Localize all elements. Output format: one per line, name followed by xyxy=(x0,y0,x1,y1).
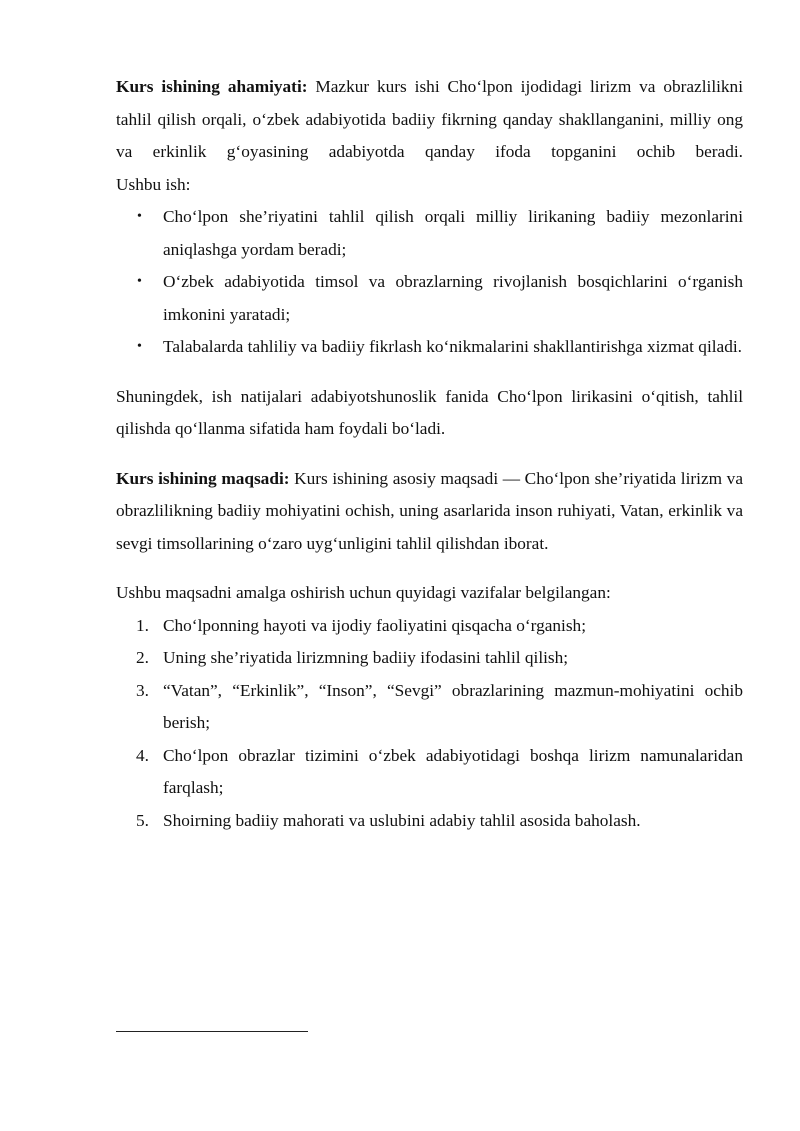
list-item xyxy=(116,266,743,331)
list-item-text: Uning she’riyatida lirizmning badiiy ifodasini tahlil qilish; xyxy=(163,648,569,667)
intro-paragraph xyxy=(116,71,743,169)
list-item-text: Cho‘lpon she’riyatini tahlil qilish orqali milliy lirikaning badiiy mezonlarini aniqlashga yordam beradi; xyxy=(163,207,743,259)
document-page xyxy=(116,71,743,837)
list-item xyxy=(116,201,743,266)
list-item xyxy=(116,805,743,838)
list-item-text: “Vatan”, “Erkinlik”, “Inson”, “Sevgi” obrazlarining mazmun-mohiyatini ochib berish; xyxy=(163,680,743,732)
bullet-icon: • xyxy=(137,339,142,354)
list-item-text: O‘zbek adabiyotida timsol va obrazlarning rivojlanish bosqichlarini o‘rganish imkonini yaratadi; xyxy=(163,272,743,324)
list-item-text: Shoirning badiiy mahorati va uslubini adabiy tahlil asosida baholash. xyxy=(163,810,641,830)
list-number: 5. xyxy=(136,810,149,830)
goal-paragraph xyxy=(116,463,743,561)
bullet-icon: • xyxy=(137,209,142,224)
list-item-text: Cho‘lponning hayoti va ijodiy faoliyatini qisqacha o‘rganish; xyxy=(163,615,587,635)
goal-text: Kurs ishining asosiy maqsadi — Cho‘lpon she’riyatida lirizm va obrazlilikning badiiy mohiyatini ochish, uning asarlarida inson ruhiyati, Vatan, erkinlik va sevgi timsollarining o‘zaro uyg‘unligini tahlil qilishdan iborat. xyxy=(116,468,743,553)
list-item xyxy=(116,610,743,643)
bullet-icon: • xyxy=(137,274,142,289)
list-item xyxy=(116,331,743,364)
goal-heading: Kurs ishining maqsadi: xyxy=(116,468,290,488)
list-number: 1. xyxy=(136,615,149,635)
benefits-list xyxy=(116,201,743,364)
list-item-text: Talabalarda tahliliy va badiiy fikrlash ko‘nikmalarini shakllantirishga xizmat qiladi. xyxy=(163,337,742,356)
intro-subline: Ushbu ish: xyxy=(116,174,191,194)
list-item xyxy=(116,675,743,740)
list-item xyxy=(116,740,743,805)
list-item xyxy=(116,642,743,675)
intro-text: Mazkur kurs ishi Cho‘lpon ijodidagi lirizm va obrazlilikni tahlil qilish orqali, o‘zbek adabiyotida badiiy fikrning qanday shakllanganini, milliy ong va erkinlik g‘oyasining adabiyotda qanday ifoda topganini ochib beradi. xyxy=(116,77,744,161)
footnote-separator xyxy=(116,1031,308,1032)
list-item-text: Cho‘lpon obrazlar tizimini o‘zbek adabiyotidagi boshqa lirizm namunalaridan farqlash; xyxy=(163,745,743,797)
intro-heading: Kurs ishining ahamiyati: xyxy=(116,77,308,96)
list-number: 3. xyxy=(136,680,149,700)
tasks-intro: Ushbu maqsadni amalga oshirish uchun quyidagi vazifalar belgilangan: xyxy=(116,583,611,602)
list-number: 4. xyxy=(136,745,149,765)
also-paragraph: Shuningdek, ish natijalari adabiyotshunoslik fanida Cho‘lpon lirikasini o‘qitish, tahlil qilishda qo‘llanma sifatida ham foydali bo‘ladi. xyxy=(116,386,743,438)
tasks-list xyxy=(116,610,743,838)
list-number: 2. xyxy=(136,648,149,667)
